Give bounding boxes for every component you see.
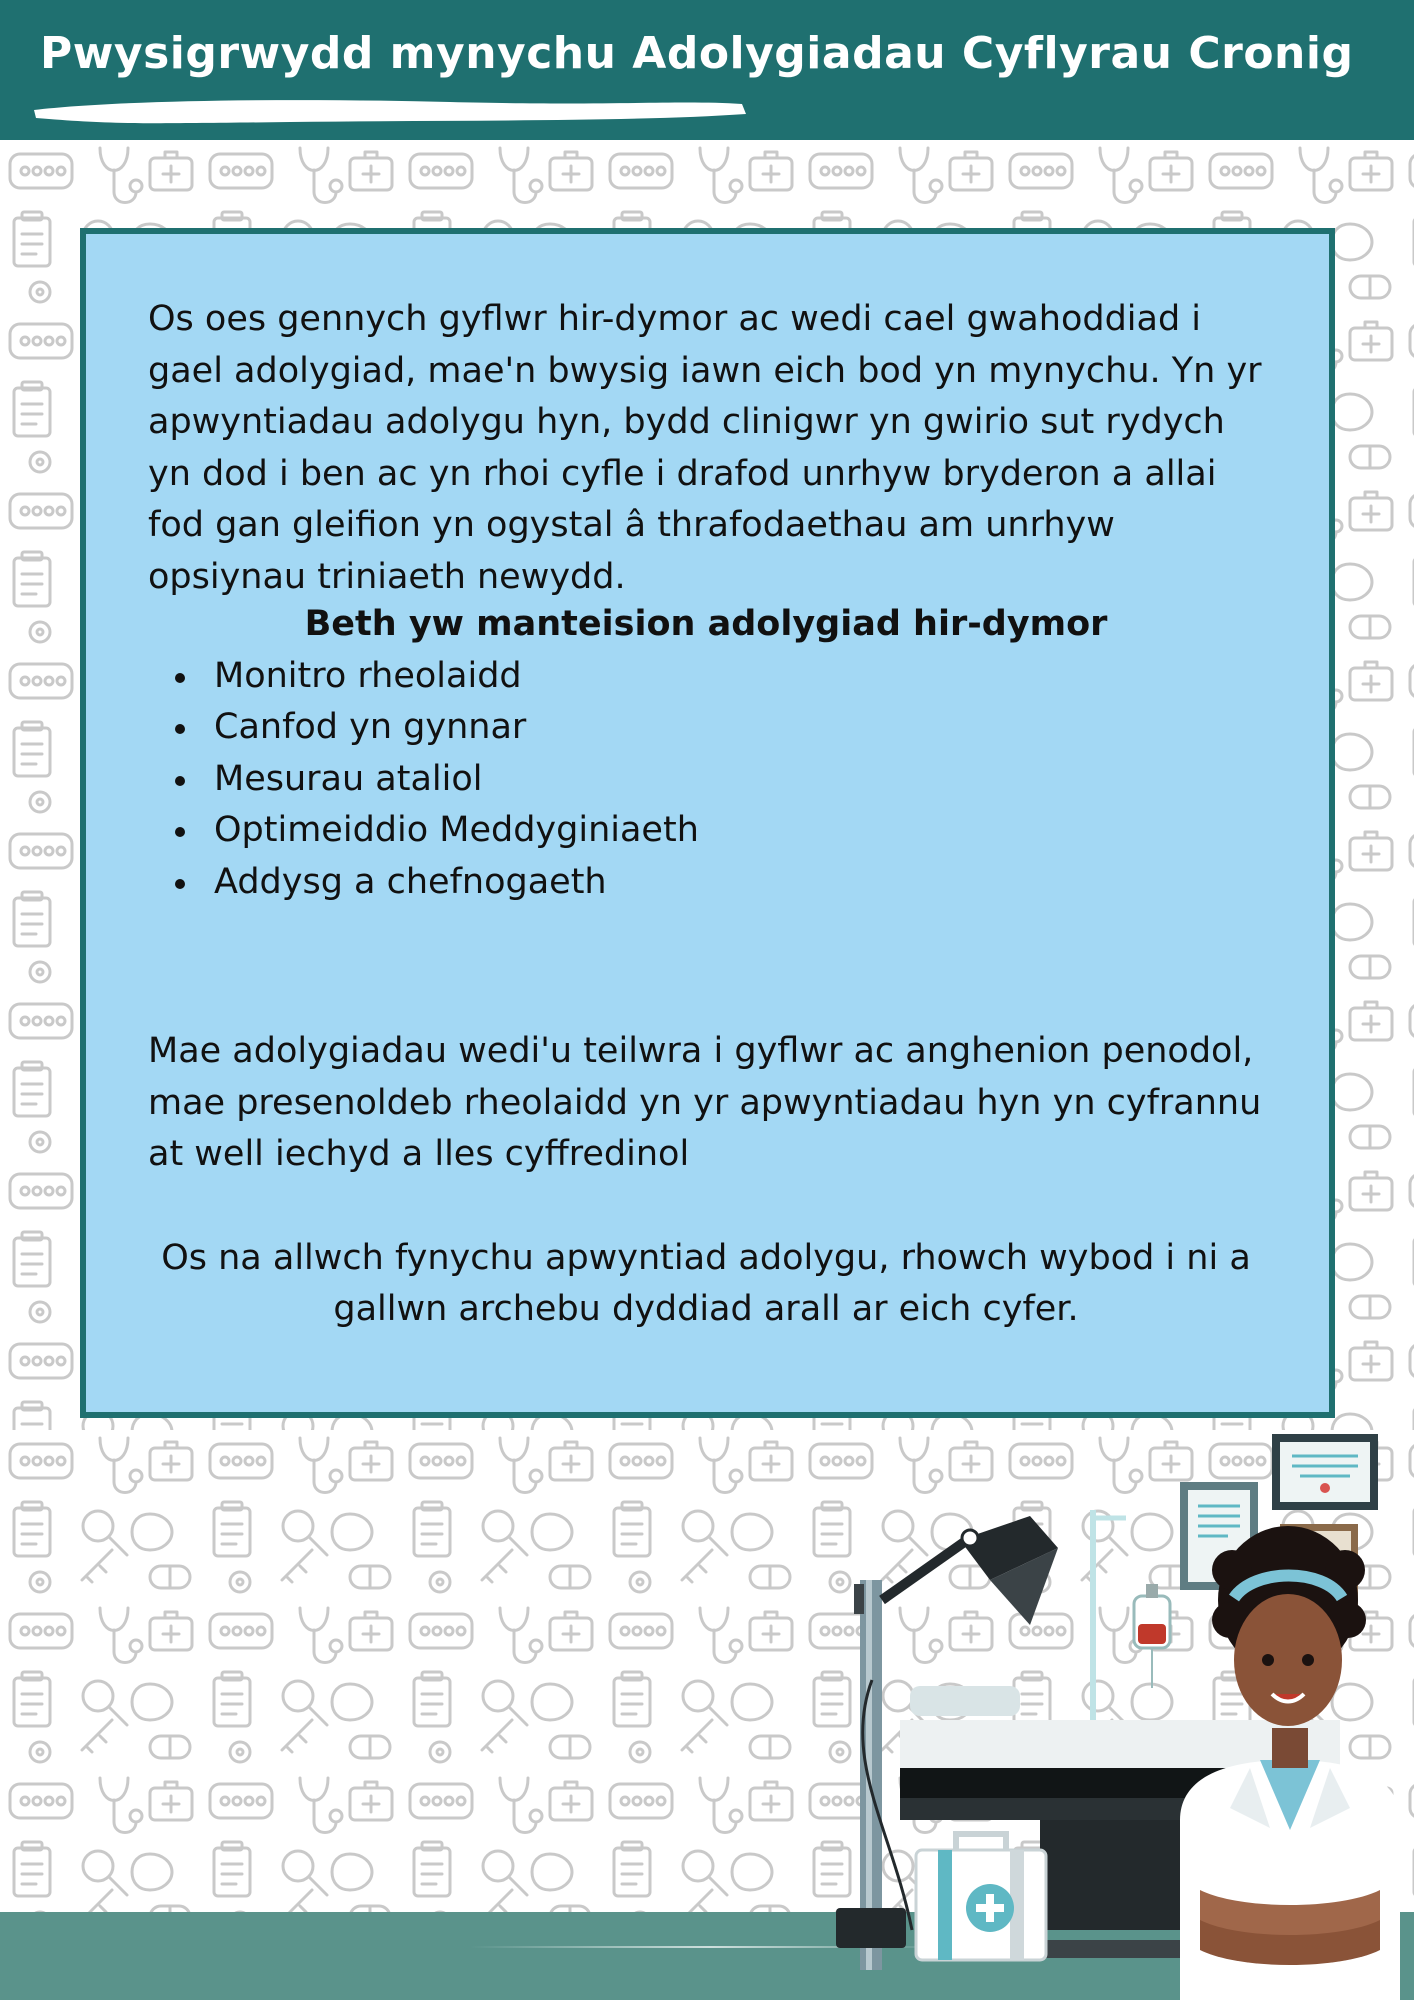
list-item: Canfod yn gynnar	[148, 702, 1264, 754]
info-card	[80, 228, 1335, 1418]
list-item: Addysg a chefnogaeth	[148, 857, 1264, 909]
list-item: Optimeiddio Meddyginiaeth	[148, 805, 1264, 857]
clinic-scene	[820, 1420, 1414, 2000]
header-banner	[0, 0, 1414, 140]
list-item: Mesurau ataliol	[148, 754, 1264, 806]
first-aid-kit-icon	[916, 1834, 1046, 1960]
contact-paragraph: Os na allwch fynychu apwyntiad adolygu, rhowch wybod i ni a gallwn archebu dyddiad arall ar eich cyfer.	[161, 1237, 1251, 1329]
benefits-heading: Beth yw manteision adolygiad hir-dymor	[304, 604, 1108, 644]
page-title: Pwysigrwydd mynychu Adolygiadau Cyflyrau Cronig	[40, 28, 1354, 79]
intro-paragraph: Os oes gennych gyflwr hir-dymor ac wedi cael gwahoddiad i gael adolygiad, mae'n bwysig iawn eich bod yn mynychu. Yn yr apwyntiadau adolygu hyn, bydd clinigwr yn gwirio sut rydych yn dod i ben ac yn rhoi cyfle i drafod unrhyw bryderon a allai fod gan gleifion yn ogystal â thrafodaethau am unrhyw opsiynau triniaeth newydd.	[148, 299, 1262, 597]
list-item: Monitro rheolaidd	[148, 651, 1264, 703]
tailored-paragraph: Mae adolygiadau wedi'u teilwra i gyflwr ac anghenion penodol, mae presenoldeb rheolaidd yn yr apwyntiadau hyn yn cyfrannu at well iechyd a lles cyffredinol	[148, 1031, 1262, 1174]
brush-underline	[30, 92, 750, 128]
benefits-list	[148, 651, 1264, 909]
